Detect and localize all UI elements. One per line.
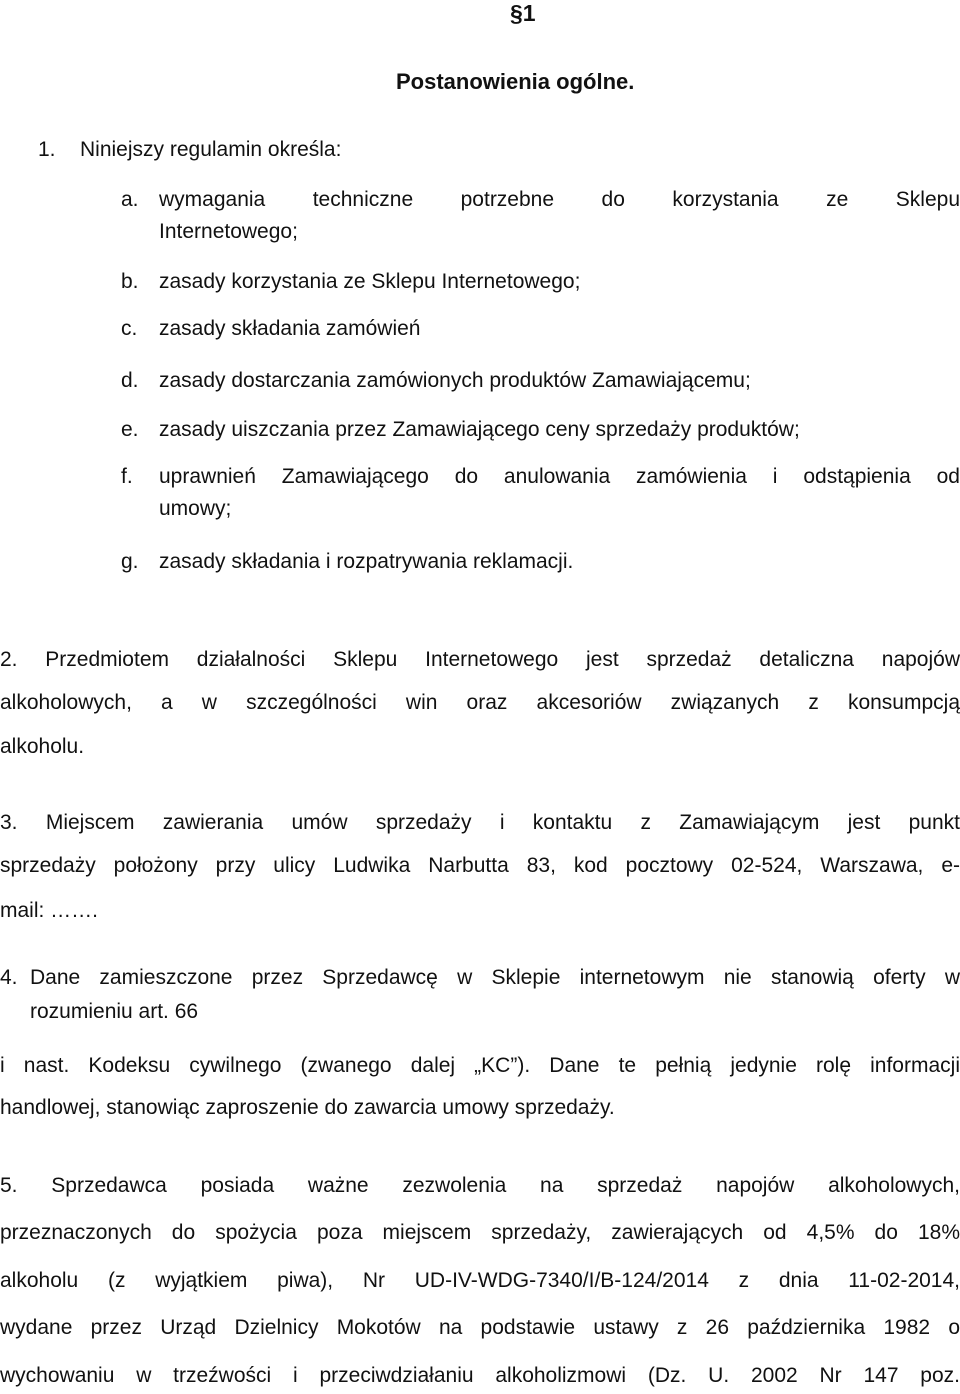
item-1 bbox=[38, 138, 341, 162]
item-1-number: 1. bbox=[38, 138, 56, 161]
list-item-text bbox=[159, 365, 960, 397]
paragraph-line: przeznaczonych do spożycia poza miejscem sprzedaży, zawierających od 4,5% do 18% bbox=[0, 1221, 960, 1244]
list-item-line: zasady składania zamówień bbox=[159, 317, 421, 340]
list-item-text bbox=[159, 546, 960, 578]
list-item-letter: d. bbox=[121, 369, 139, 392]
section-title: Postanowienia ogólne. bbox=[396, 69, 635, 94]
paragraph-line: rozumieniu art. 66 bbox=[30, 1000, 199, 1023]
paragraph-line: wychowaniu w trzeźwości i przeciwdziałaniu alkoholizmowi (Dz. U. 2002 Nr 147 poz. bbox=[0, 1364, 960, 1387]
list-item-text bbox=[159, 313, 960, 345]
paragraph-line: alkoholowych, a w szczególności win oraz akcesoriów związanych z konsumpcją bbox=[0, 691, 960, 714]
list-item-letter: f. bbox=[121, 465, 133, 488]
list-item-line: zasady korzystania ze Sklepu Internetowego; bbox=[159, 270, 581, 293]
item-4-number: 4. bbox=[0, 966, 18, 989]
list-item-line: umowy; bbox=[159, 497, 232, 520]
paragraph-line: 3. Miejscem zawierania umów sprzedaży i kontaktu z Zamawiającym jest punkt bbox=[0, 811, 960, 834]
paragraph-line: alkoholu (z wyjątkiem piwa), Nr UD-IV-WDG-7340/I/B-124/2014 z dnia 11-02-2014, bbox=[0, 1269, 960, 1292]
list-item-letter: e. bbox=[121, 418, 139, 441]
list-item-text bbox=[159, 461, 960, 525]
paragraph-line: sprzedaży położony przy ulicy Ludwika Narbutta 83, kod pocztowy 02-524, Warszawa, e- bbox=[0, 854, 960, 877]
list-item-text bbox=[159, 266, 960, 298]
list-item-line: wymagania techniczne potrzebne do korzystania ze Sklepu bbox=[159, 188, 960, 211]
list-item-letter: a. bbox=[121, 188, 139, 211]
list-item-line: zasady składania i rozpatrywania reklamacji. bbox=[159, 550, 574, 573]
list-item-line: zasady uiszczania przez Zamawiającego ceny sprzedaży produktów; bbox=[159, 418, 800, 441]
paragraph-line: handlowej, stanowiąc zaproszenie do zawarcia umowy sprzedaży. bbox=[0, 1096, 615, 1119]
paragraph-line: mail: ……. bbox=[0, 899, 99, 922]
list-item-text bbox=[159, 414, 960, 446]
list-item-letter: b. bbox=[121, 270, 139, 293]
list-item-line: zasady dostarczania zamówionych produktów Zamawiającemu; bbox=[159, 369, 751, 392]
list-item-letter: c. bbox=[121, 317, 138, 340]
list-item-line: uprawnień Zamawiającego do anulowania zamówienia i odstąpienia od bbox=[159, 465, 960, 488]
paragraph-line: 2. Przedmiotem działalności Sklepu Internetowego jest sprzedaż detaliczna napojów bbox=[0, 648, 960, 671]
item-1-text: Niniejszy regulamin określa: bbox=[80, 138, 342, 161]
paragraph-line: 5. Sprzedawca posiada ważne zezwolenia na sprzedaż napojów alkoholowych, bbox=[0, 1174, 960, 1197]
list-item-line: Internetowego; bbox=[159, 220, 298, 243]
paragraph-line: alkoholu. bbox=[0, 735, 85, 758]
section-number: §1 bbox=[510, 0, 536, 26]
paragraph-line: wydane przez Urząd Dzielnicy Mokotów na podstawie ustawy z 26 października 1982 o bbox=[0, 1316, 960, 1339]
paragraph-line: Dane zamieszczone przez Sprzedawcę w Sklepie internetowym nie stanowią oferty w bbox=[30, 966, 960, 989]
list-item-text bbox=[159, 184, 960, 248]
list-item-letter: g. bbox=[121, 550, 139, 573]
paragraph-line: i nast. Kodeksu cywilnego (zwanego dalej „KC”). Dane te pełnią jedynie rolę informacji bbox=[0, 1054, 960, 1077]
